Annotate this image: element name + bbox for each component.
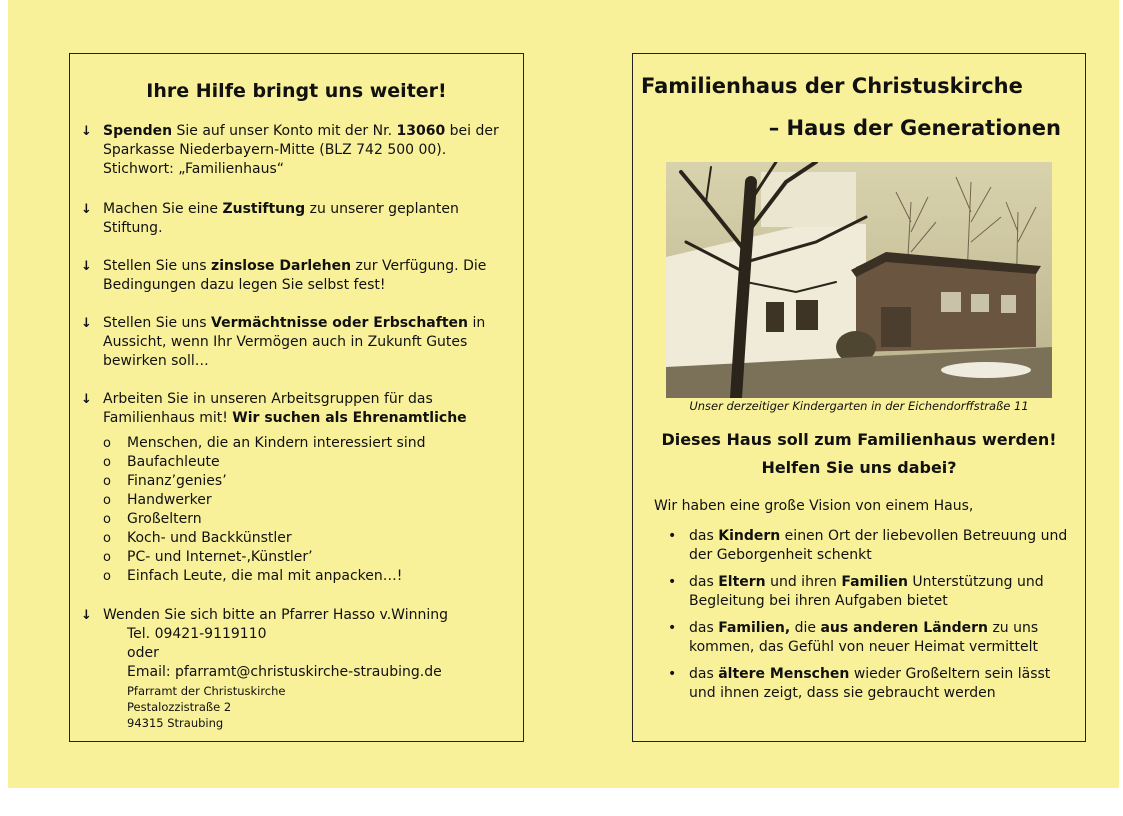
bullet-bold: ältere Menschen (718, 666, 850, 682)
bullet-bold: Familien, (718, 620, 791, 636)
item-text: bei der Sparkasse Niederbayern-Mitte (BLZ 742 500 00). Stichwort: „Familienhaus“ (103, 123, 499, 177)
list-item-zustiftung (81, 200, 513, 238)
item-bold: Zustiftung (222, 201, 306, 217)
bullet-text: wieder Großeltern sein lässt und ihnen zeigt, dass sie gebraucht werden (689, 666, 1051, 701)
item-text: in Aussicht, wenn Ihr Vermögen auch in Zukunft Gutes bewirken soll… (103, 315, 486, 369)
bullet-text: das (689, 620, 719, 636)
left-panel (69, 53, 524, 742)
bullet-text: einen Ort der liebevollen Betreuung und der Geborgenheit schenkt (689, 528, 1068, 563)
volunteer-text: Finanz’genies’ (127, 473, 227, 489)
volunteer-text: Koch- und Backkünstler (127, 530, 292, 546)
list-item-spenden (81, 122, 513, 179)
circle-bullet-icon: o (103, 550, 111, 565)
bullet-dot-icon: • (668, 574, 677, 590)
volunteer-text: Handwerker (127, 492, 212, 508)
volunteer-text: Menschen, die an Kindern interessiert sind (127, 435, 426, 451)
arrow-down-icon: ↓ (81, 124, 92, 139)
volunteer-item (103, 434, 503, 453)
volunteer-text: Einfach Leute, die mal mit anpacken…! (127, 568, 403, 584)
bullet-text: und ihren (765, 574, 842, 590)
vision-bullet (668, 573, 1079, 611)
bullet-text: zu uns kommen, das Gefühl von neuer Heimat vermittelt (689, 620, 1039, 655)
bullet-text: das (689, 666, 719, 682)
arrow-down-icon: ↓ (81, 608, 92, 623)
circle-bullet-icon: o (103, 512, 111, 527)
photo-caption: Unser derzeitiger Kindergarten in der Eichendorffstraße 11 (689, 399, 1029, 413)
arrow-down-icon: ↓ (81, 392, 92, 407)
item-text: Stellen Sie uns (103, 315, 212, 331)
item-bold: 13060 (396, 123, 446, 139)
item-text: Machen Sie eine (103, 201, 223, 217)
volunteer-item (103, 510, 503, 529)
circle-bullet-icon: o (103, 531, 111, 546)
contact-intro-text: Wenden Sie sich bitte an Pfarrer Hasso v.Winning (103, 607, 449, 623)
volunteer-text: Großeltern (127, 511, 202, 527)
bullet-bold: Kindern (718, 528, 781, 544)
contact-intro (81, 606, 513, 625)
right-panel (632, 53, 1086, 742)
volunteer-item (103, 548, 503, 567)
bullet-bold: Eltern (718, 574, 766, 590)
list-item-darlehen (81, 257, 513, 295)
volunteer-text: Baufachleute (127, 454, 220, 470)
bullet-bold: Familien (841, 574, 908, 590)
vision-bullet (668, 619, 1079, 657)
circle-bullet-icon: o (103, 493, 111, 508)
item-bold: Wir suchen als Ehrenamtliche (232, 410, 467, 426)
volunteer-text: PC- und Internet-‚Künstler’ (127, 549, 313, 565)
arrow-down-icon: ↓ (81, 316, 92, 331)
volunteer-item (103, 453, 503, 472)
item-text: Sie auf unser Konto mit der Nr. (172, 123, 397, 139)
address-line: 94315 Straubing (127, 716, 224, 730)
circle-bullet-icon: o (103, 436, 111, 451)
arrow-down-icon: ↓ (81, 202, 92, 217)
address-line: Pestalozzistraße 2 (127, 700, 232, 714)
circle-bullet-icon: o (103, 569, 111, 584)
circle-bullet-icon: o (103, 455, 111, 470)
right-title-line2: – Haus der Generationen (768, 116, 1061, 140)
item-bold: Spenden (103, 123, 173, 139)
left-title: Ihre Hilfe bringt uns weiter! (146, 80, 447, 102)
arrow-down-icon: ↓ (81, 259, 92, 274)
vision-bullet (668, 665, 1079, 703)
bullet-text: das (689, 528, 719, 544)
bullet-dot-icon: • (668, 666, 677, 682)
item-text: Arbeiten Sie in unseren Arbeitsgruppen für das Familienhaus mit! (103, 391, 433, 426)
volunteer-item (103, 567, 503, 586)
item-bold: zinslose Darlehen (211, 258, 352, 274)
volunteer-item (103, 529, 503, 548)
circle-bullet-icon: o (103, 474, 111, 489)
right-title-line1: Familienhaus der Christuskirche (641, 74, 1023, 98)
kindergarten-photo-illustration (666, 162, 1052, 398)
item-text: zu unserer geplanten Stiftung. (103, 201, 459, 236)
contact-phone: Tel. 09421-9119110 (127, 626, 267, 642)
headline-2: Helfen Sie uns dabei? (761, 458, 957, 477)
list-item-vermaechtnisse (81, 314, 513, 371)
bullet-text: das (689, 574, 719, 590)
bullet-bold: aus anderen Ländern (820, 620, 988, 636)
item-text: zur Verfügung. Die Bedingungen dazu legen Sie selbst fest! (103, 258, 487, 293)
address-line: Pfarramt der Christuskirche (127, 684, 286, 698)
volunteer-item (103, 491, 503, 510)
vision-bullet (668, 527, 1079, 565)
bullet-text: Unterstützung und Begleitung bei ihren Aufgaben bietet (689, 574, 1044, 609)
bullet-text: die (790, 620, 821, 636)
vision-intro: Wir haben eine große Vision von einem Haus, (654, 498, 974, 514)
item-bold: Vermächtnisse oder Erbschaften (211, 315, 469, 331)
volunteer-item (103, 472, 503, 491)
bullet-dot-icon: • (668, 620, 677, 636)
kindergarten-photo (666, 162, 1052, 398)
list-item-arbeitsgruppen (81, 390, 513, 428)
contact-or: oder (127, 645, 159, 661)
headline-1: Dieses Haus soll zum Familienhaus werden! (661, 430, 1057, 449)
bullet-dot-icon: • (668, 528, 677, 544)
item-text: Stellen Sie uns (103, 258, 212, 274)
contact-email: Email: pfarramt@christuskirche-straubing.de (127, 664, 442, 680)
